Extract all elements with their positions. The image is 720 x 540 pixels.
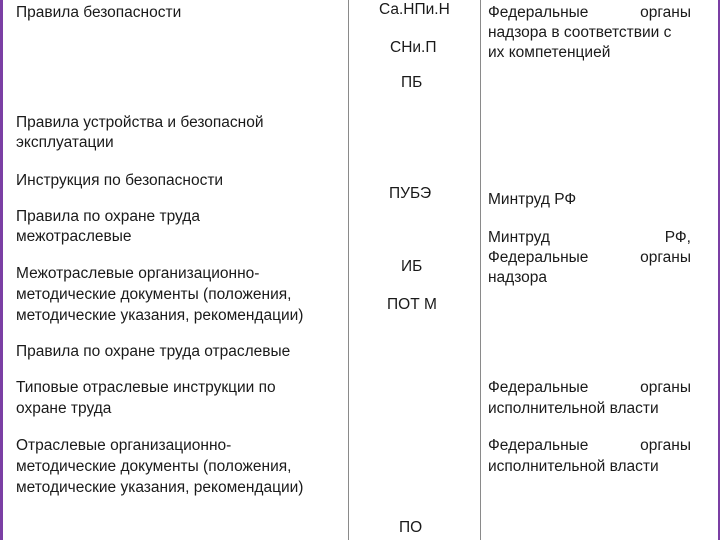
doc-type-intersectoral-rules-line-1: Правила по охране труда xyxy=(16,208,200,225)
authority-word: Федеральные xyxy=(488,4,589,21)
authority-word: органы xyxy=(640,437,691,454)
authority-word: Федеральные xyxy=(488,379,589,396)
authority-federal-exec-line-1 xyxy=(488,377,691,398)
authority-word: органы xyxy=(640,379,691,396)
column-divider-1 xyxy=(348,0,349,540)
authority-word: Федеральные xyxy=(488,437,589,454)
authority-line-3: их компетенцией xyxy=(488,44,611,61)
authority-word: Минтруд xyxy=(488,229,550,246)
doc-type-typical-instructions-line-1: Типовые отраслевые инструкции по xyxy=(16,379,276,396)
doc-type-intersectoral-methods-line-3: методические указания, рекомендации) xyxy=(16,307,304,324)
authority-federal-exec-line-2: исполнительной власти xyxy=(488,400,659,417)
doc-type-sectoral-methods-line-2: методические документы (положения, xyxy=(16,458,292,475)
code-sanpin: Са.НПи.Н xyxy=(379,1,450,18)
authority-mintrud: Минтруд РФ xyxy=(488,191,577,208)
doc-type-sectoral-methods-line-1: Отраслевые организационно- xyxy=(16,437,232,454)
authority-word: органы xyxy=(640,249,691,266)
column-divider-2 xyxy=(480,0,481,540)
authority-mintrud-federal-line-2 xyxy=(488,247,691,268)
code-po: ПО xyxy=(399,519,423,536)
doc-type-safety-instruction: Инструкция по безопасности xyxy=(16,172,224,189)
slide-border-left xyxy=(0,0,3,540)
code-pb: ПБ xyxy=(401,74,423,91)
doc-type-device-rules-line-1: Правила устройства и безопасной xyxy=(16,114,264,131)
doc-type-intersectoral-methods-line-2: методические документы (положения, xyxy=(16,286,292,303)
doc-type-sectoral-rules: Правила по охране труда отраслевые xyxy=(16,343,291,360)
doc-type-device-rules-line-2: эксплуатации xyxy=(16,134,114,151)
authority-word: РФ, xyxy=(664,229,691,246)
code-pube: ПУБЭ xyxy=(389,185,432,202)
code-snip: СНи.П xyxy=(390,39,437,56)
authority-line-2: надзора в соответствии с xyxy=(488,24,672,41)
authority-federal-exec-2-line-2: исполнительной власти xyxy=(488,458,659,475)
doc-type-safety-rules: Правила безопасности xyxy=(16,4,182,21)
code-pot-m: ПОТ М xyxy=(387,296,437,313)
authority-word: органы xyxy=(640,4,691,21)
doc-type-intersectoral-rules-line-2: межотраслевые xyxy=(16,228,132,245)
authority-mintrud-federal-line-1 xyxy=(488,227,691,248)
doc-type-typical-instructions-line-2: охране труда xyxy=(16,400,112,417)
authority-word: Федеральные xyxy=(488,249,589,266)
doc-type-intersectoral-methods-line-1: Межотраслевые организационно- xyxy=(16,265,260,282)
doc-type-sectoral-methods-line-3: методические указания, рекомендации) xyxy=(16,479,304,496)
authority-federal-exec-2-line-1 xyxy=(488,435,691,456)
code-ib: ИБ xyxy=(401,258,423,275)
authority-mintrud-federal-line-3: надзора xyxy=(488,269,548,286)
authority-line xyxy=(488,2,691,23)
